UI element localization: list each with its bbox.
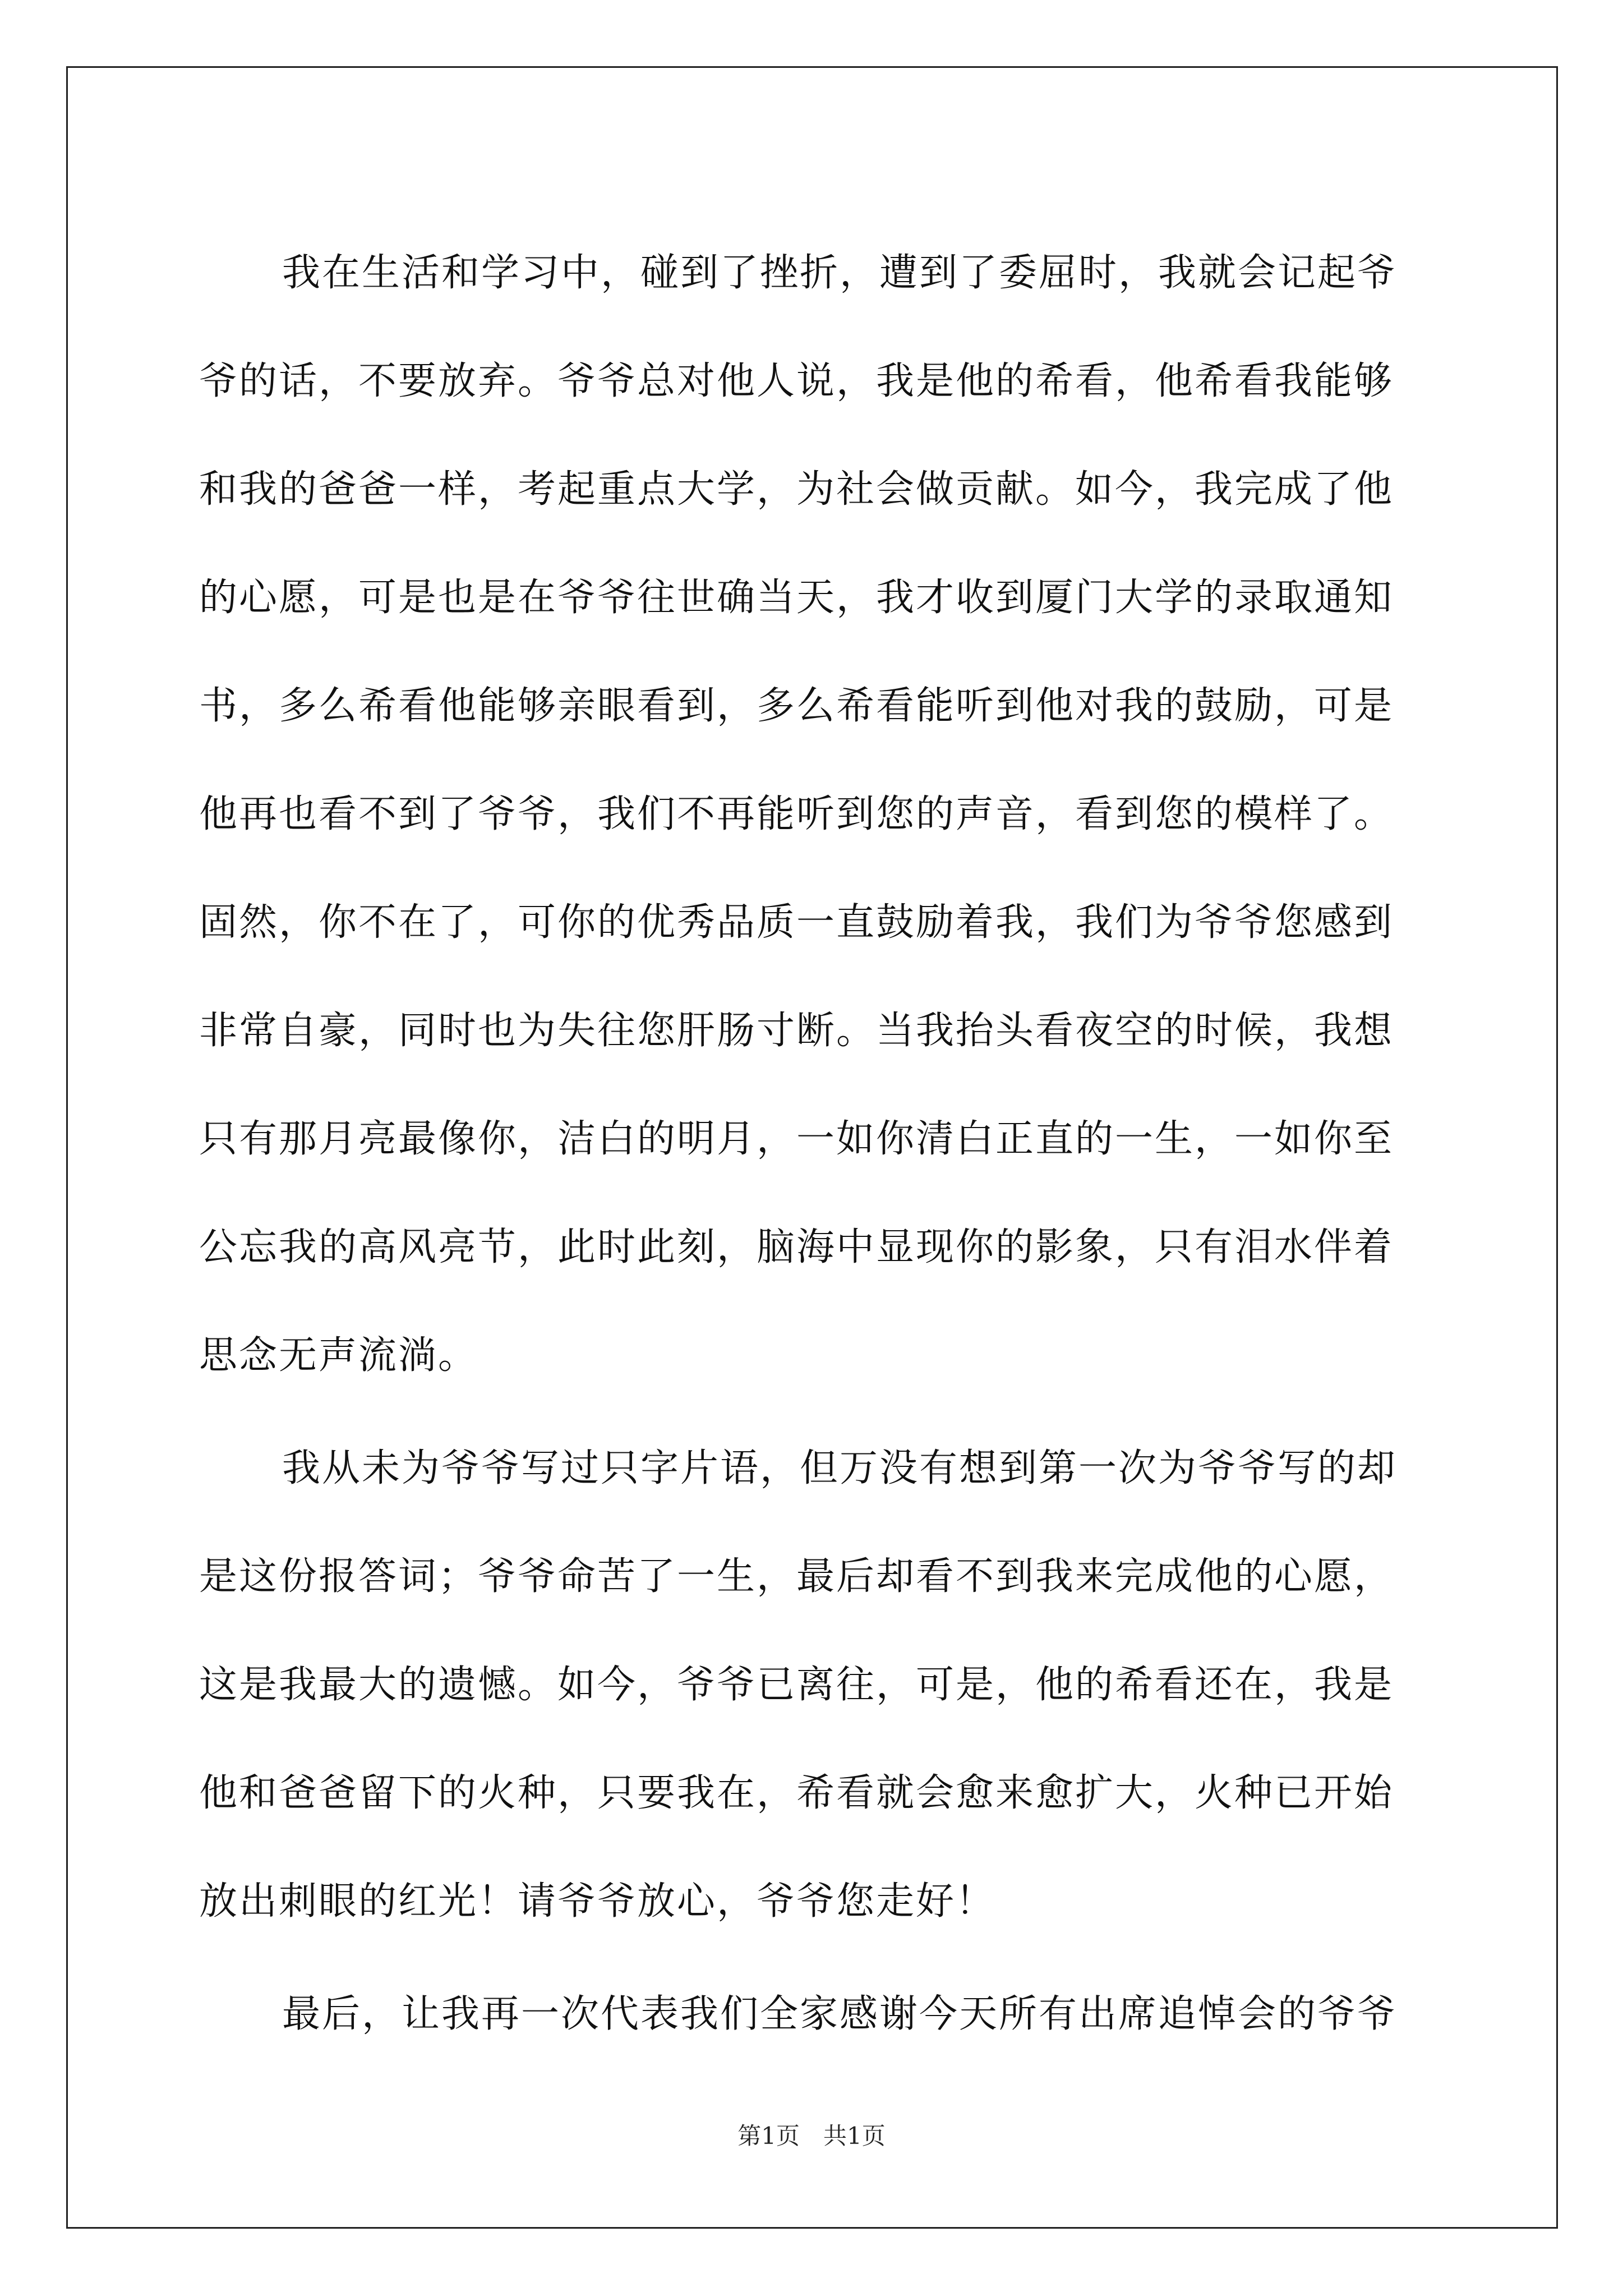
text-line: 最后，让我再一次代表我们全家感谢今天所有出席追悼会的爷爷 xyxy=(282,1992,1398,2036)
text-line: 我在生活和学习中，碰到了挫折，遭到了委屈时，我就会记起爷 xyxy=(282,251,1398,295)
text-line: 思念无声流淌。 xyxy=(199,1333,478,1378)
paragraph-3 xyxy=(199,1960,1430,2068)
text-line: 书，多么希看他能够亲眼看到，多么希看能听到他对我的鼓励，可是 xyxy=(199,684,1394,728)
text-line: 只有那月亮最像你，洁白的明月，一如你清白正直的一生，一如你至 xyxy=(199,1117,1394,1161)
text-line: 放出刺眼的红光！请爷爷放心，爷爷您走好！ xyxy=(199,1879,996,1924)
page-footer: 第1页 共1页 xyxy=(737,2122,886,2150)
text-line: 是这份报答词；爷爷命苦了一生，最后却看不到我来完成他的心愿， xyxy=(199,1554,1394,1599)
text-line: 非常自豪，同时也为失往您肝肠寸断。当我抬头看夜空的时候，我想 xyxy=(199,1009,1394,1053)
text-line: 爷的话，不要放弃。爷爷总对他人说，我是他的希看，他希看我能够 xyxy=(199,359,1394,403)
text-line: 的心愿，可是也是在爷爷往世确当天，我才收到厦门大学的录取通知 xyxy=(199,576,1394,620)
text-line: 和我的爸爸一样，考起重点大学，为社会做贡献。如今，我完成了他 xyxy=(199,467,1394,512)
text-line: 他和爸爸留下的火种，只要我在，希看就会愈来愈扩大，火种已开始 xyxy=(199,1771,1394,1815)
document-body xyxy=(199,219,1430,2073)
text-line: 他再也看不到了爷爷，我们不再能听到您的声音，看到您的模样了。 xyxy=(199,792,1394,836)
paragraph-1 xyxy=(199,219,1430,1410)
paragraph-2 xyxy=(199,1414,1430,1955)
text-line: 这是我最大的遗憾。如今，爷爷已离往，可是，他的希看还在，我是 xyxy=(199,1663,1394,1707)
text-line: 我从未为爷爷写过只字片语，但万没有想到第一次为爷爷写的却 xyxy=(282,1446,1398,1490)
text-line: 公忘我的高风亮节，此时此刻，脑海中显现你的影象，只有泪水伴着 xyxy=(199,1225,1394,1269)
text-line: 固然，你不在了，可你的优秀品质一直鼓励着我，我们为爷爷您感到 xyxy=(199,900,1394,945)
